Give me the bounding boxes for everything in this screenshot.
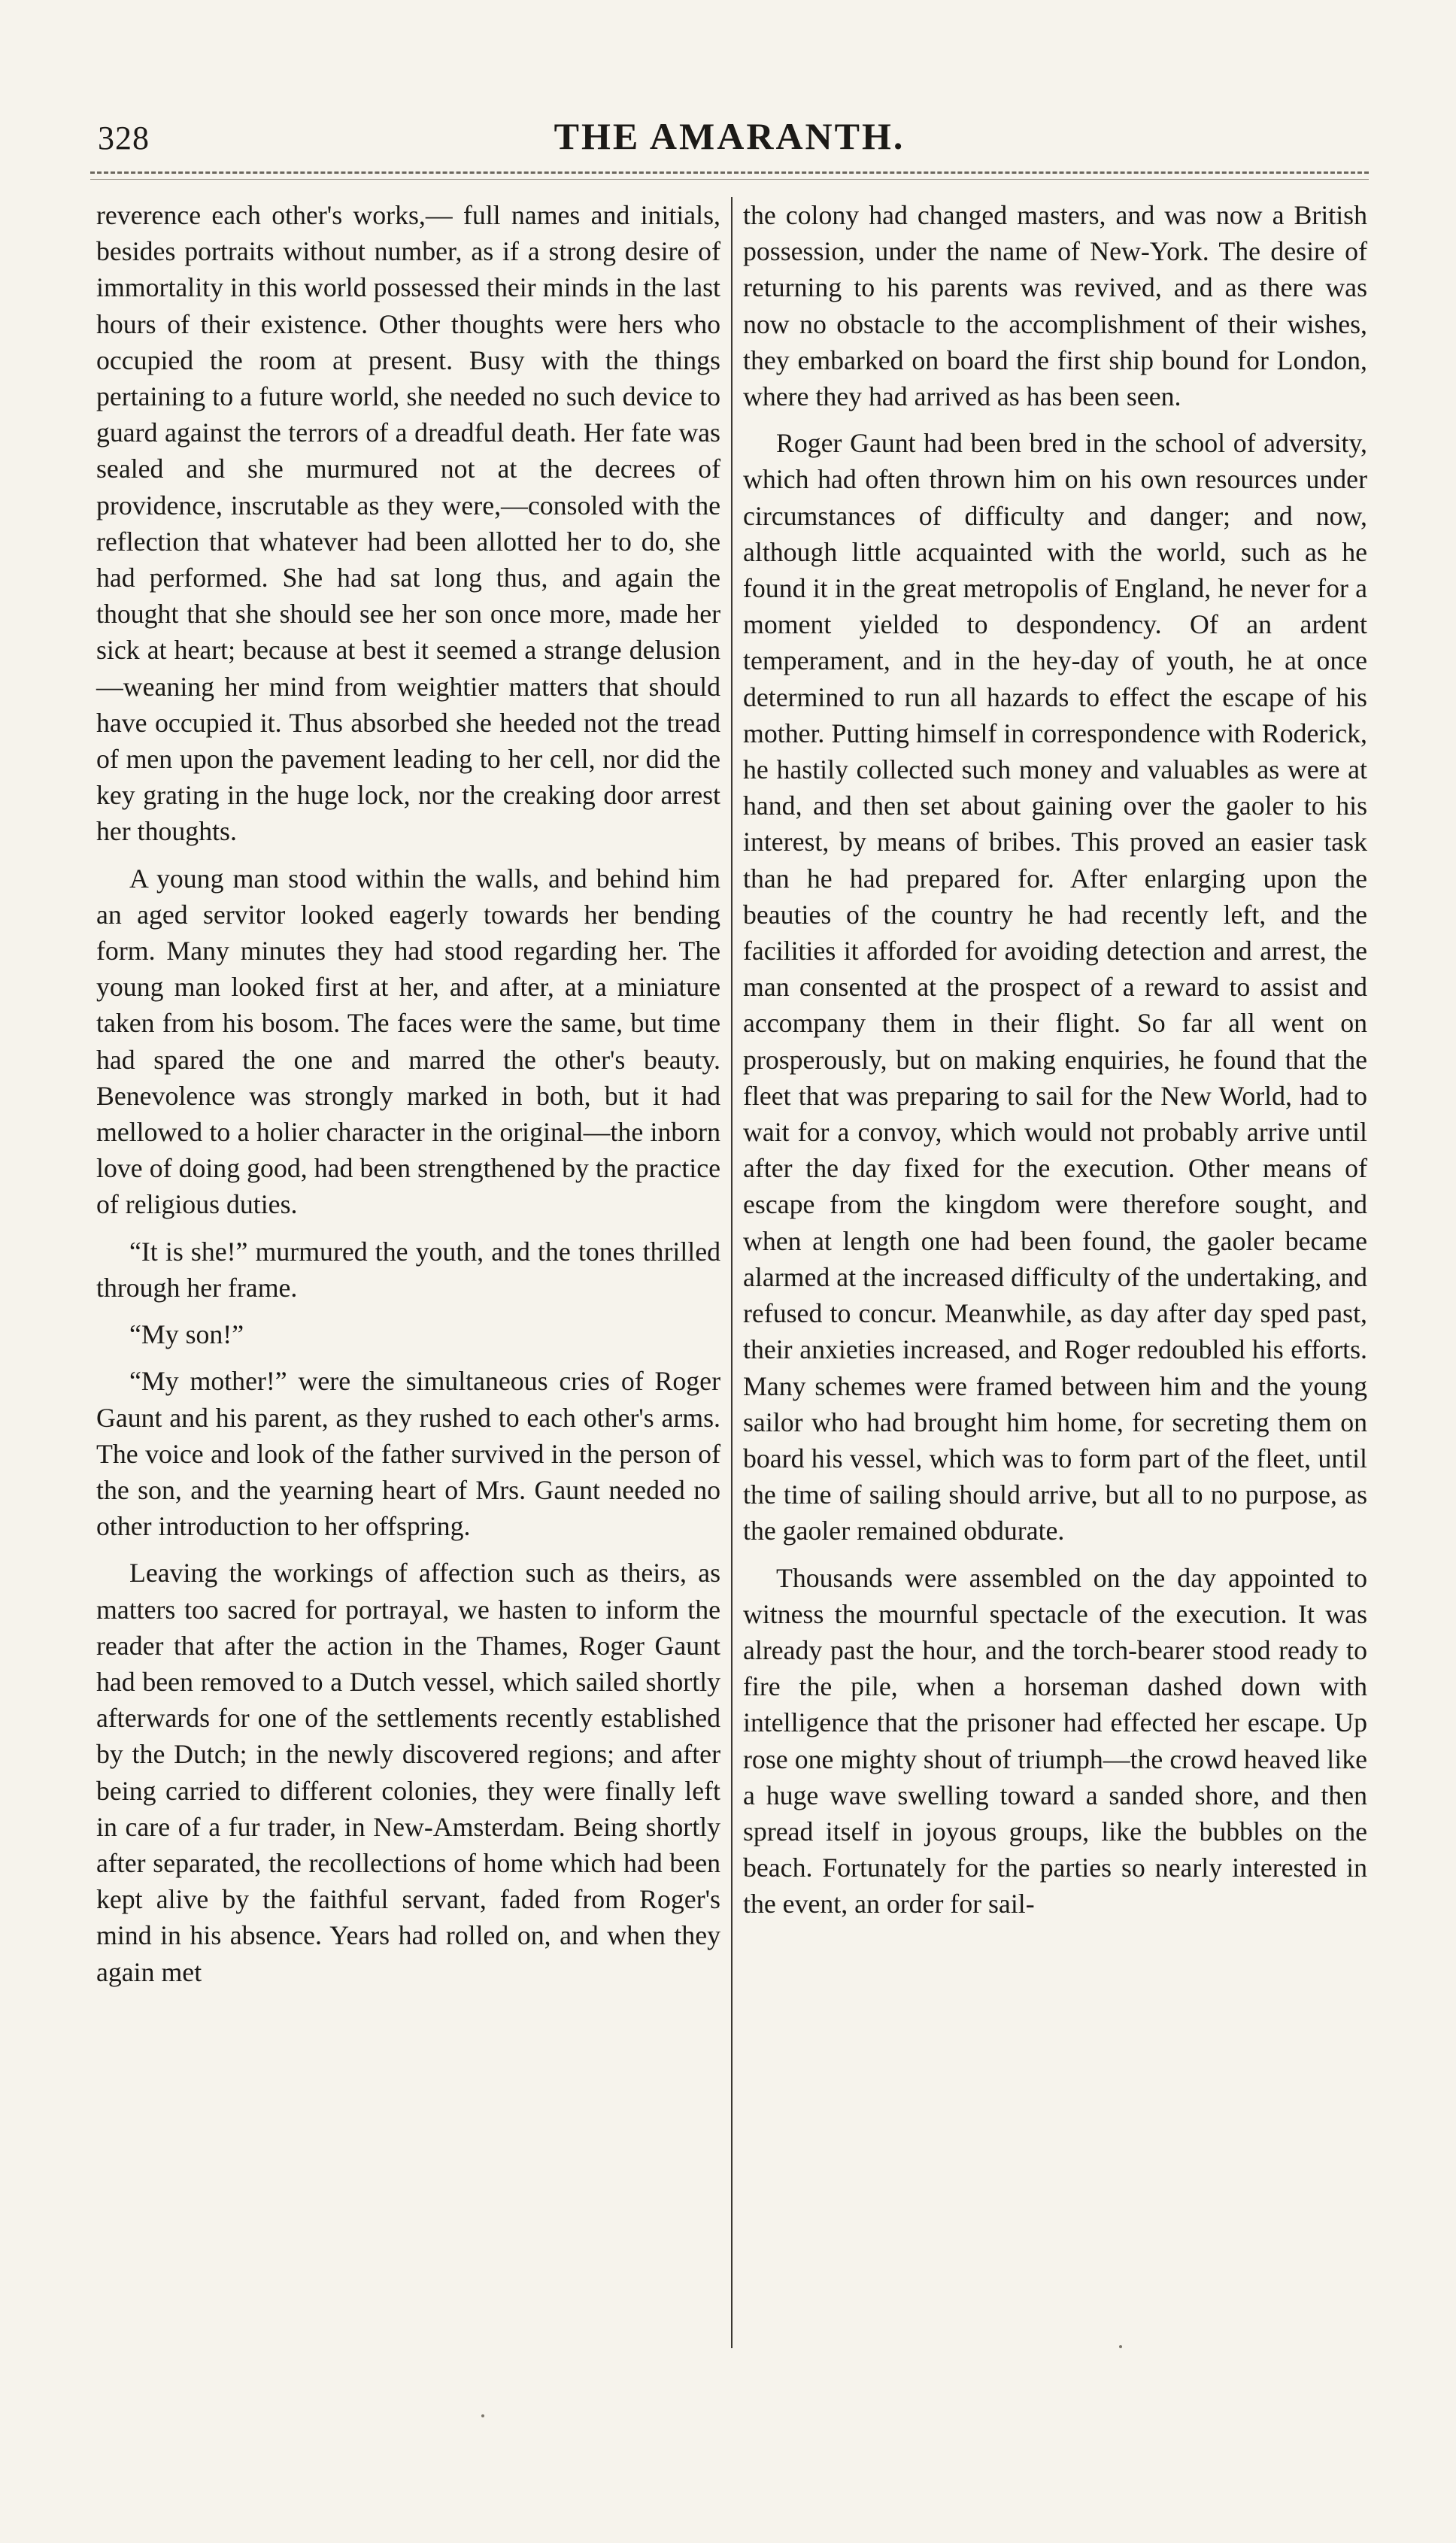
ink-speck xyxy=(481,2414,484,2417)
left-paragraph-4: “My son!” xyxy=(129,1319,244,1350)
left-paragraph-5: “My mother!” were the simultaneous cries of Roger Gaunt and his parent, as they rushed to each other's arms. The voice and look of the father survived in the person of the son, and the yearning heart of Mrs. Gaunt needed no other introduction to her offspring. xyxy=(96,1366,720,1542)
right-paragraph-2: Roger Gaunt had been bred in the school of adversity, which had often thrown him on his own resources under circumstances of difficulty and danger; and now, although little acquainted with the world, such as he found it in the great metropolis of England, he never for a moment yielded to despondency. Of an ardent temperament, and in the hey-day of youth, he at once determined to run all hazards to effect the escape of his mother. Putting himself in correspondence with Roderick, he hastily collected such money and valuables as were at hand, and then set about gaining over the gaoler to his interest, by means of bribes. This proved an easier task than he had prepared for. After enlarging upon the beauties of the country he had recently left, and the facilities it afforded for avoiding detection and arrest, the man consented at the prospect of a reward to assist and accompany them in their flight. So far all went on prosperously, but on making enquiries, he found that the fleet that was preparing to sail for the New World, had to wait for a convoy, which would not probably arrive until after the day fixed for the execution. Other means of escape from the kingdom were therefore sought, and when at length one had been found, the gaoler became alarmed at the increased difficulty of the undertaking, and refused to concur. Meanwhile, as day after day sped past, their anxieties increased, and Roger redoubled his efforts. Many schemes were framed between him and the young sailor who had brought him home, for secreting them on board his vessel, which was to form part of the fleet, until the time of sailing should arrive, but all to no purpose, as the gaoler remained obdurate. xyxy=(743,428,1367,1546)
left-paragraph-6: Leaving the workings of affection such as theirs, as matters too sacred for portrayal, we hasten to inform the reader that after the action in the Thames, Roger Gaunt had been removed to a Dutch vessel, which sailed shortly afterwards for one of the settlements recently established by the Dutch; in the newly discovered regions; and after being carried to different colonies, they were finally left in care of a fur trader, in New-Amsterdam. Being shortly after separated, the recollections of home which had been kept alive by the faithful servant, faded from Roger's mind in his absence. Years had rolled on, and when they again met xyxy=(96,1558,720,1987)
left-paragraph-2: A young man stood within the walls, and behind him an aged servitor looked eagerly towards her bending form. Many minutes they had stood regarding her. The young man looked first at her, and after, at a miniature taken from his bosom. The faces were the same, but time had spared the one and marred the other's beauty. Benevolence was strongly marked in both, but it had mellowed to a holier character in the original—the inborn love of doing good, had been strengthened by the practice of religious duties. xyxy=(96,863,720,1220)
left-column xyxy=(96,197,720,1990)
left-paragraph-3: “It is she!” murmured the youth, and the tones thrilled through her frame. xyxy=(96,1236,720,1303)
right-column xyxy=(743,197,1367,1922)
running-title: THE AMARANTH. xyxy=(554,115,905,157)
header-rule-thin xyxy=(90,179,1369,180)
page-header xyxy=(90,113,1369,173)
ink-speck xyxy=(1119,2345,1122,2348)
right-paragraph-1: the colony had changed masters, and was now a British possession, under the name of New-York. The desire of returning to his parents was revived, and as there was now no obstacle to the accomplishment of their wishes, they embarked on board the first ship bound for London, where they had arrived as has been seen. xyxy=(743,200,1367,412)
right-paragraph-3: Thousands were assembled on the day appointed to witness the mournful spectacle of the execution. It was already past the hour, and the torch-bearer stood ready to fire the pile, when a horseman dashed down with intelligence that the prisoner had effected her escape. Up rose one mighty shout of triumph—the crowd heaved like a huge wave swelling toward a sanded shore, and then spread itself in joyous groups, like the bubbles on the beach. Fortunately for the parties so nearly interested in the event, an order for sail- xyxy=(743,1562,1367,1919)
column-divider xyxy=(731,197,733,2348)
header-rule xyxy=(90,171,1369,174)
page-number: 328 xyxy=(98,120,150,156)
left-paragraph-1: reverence each other's works,— full names and initials, besides portraits without number, as if a strong desire of immortality in this world possessed their minds in the last hours of their existence. Other thoughts were hers who occupied the room at present. Busy with the things pertaining to a future world, she needed no such device to guard against the terrors of a dreadful death. Her fate was sealed and she murmured not at the decrees of providence, inscrutable as they were,—consoled with the reflection that whatever had been allotted her to do, she had performed. She had sat long thus, and again the thought that she should see her son once more, made her sick at heart; because at best it seemed a strange delusion—weaning her mind from weightier matters that should have occupied it. Thus absorbed she heeded not the tread of men upon the pavement leading to her cell, nor did the key grating in the huge lock, nor the creaking door arrest her thoughts. xyxy=(96,200,720,847)
